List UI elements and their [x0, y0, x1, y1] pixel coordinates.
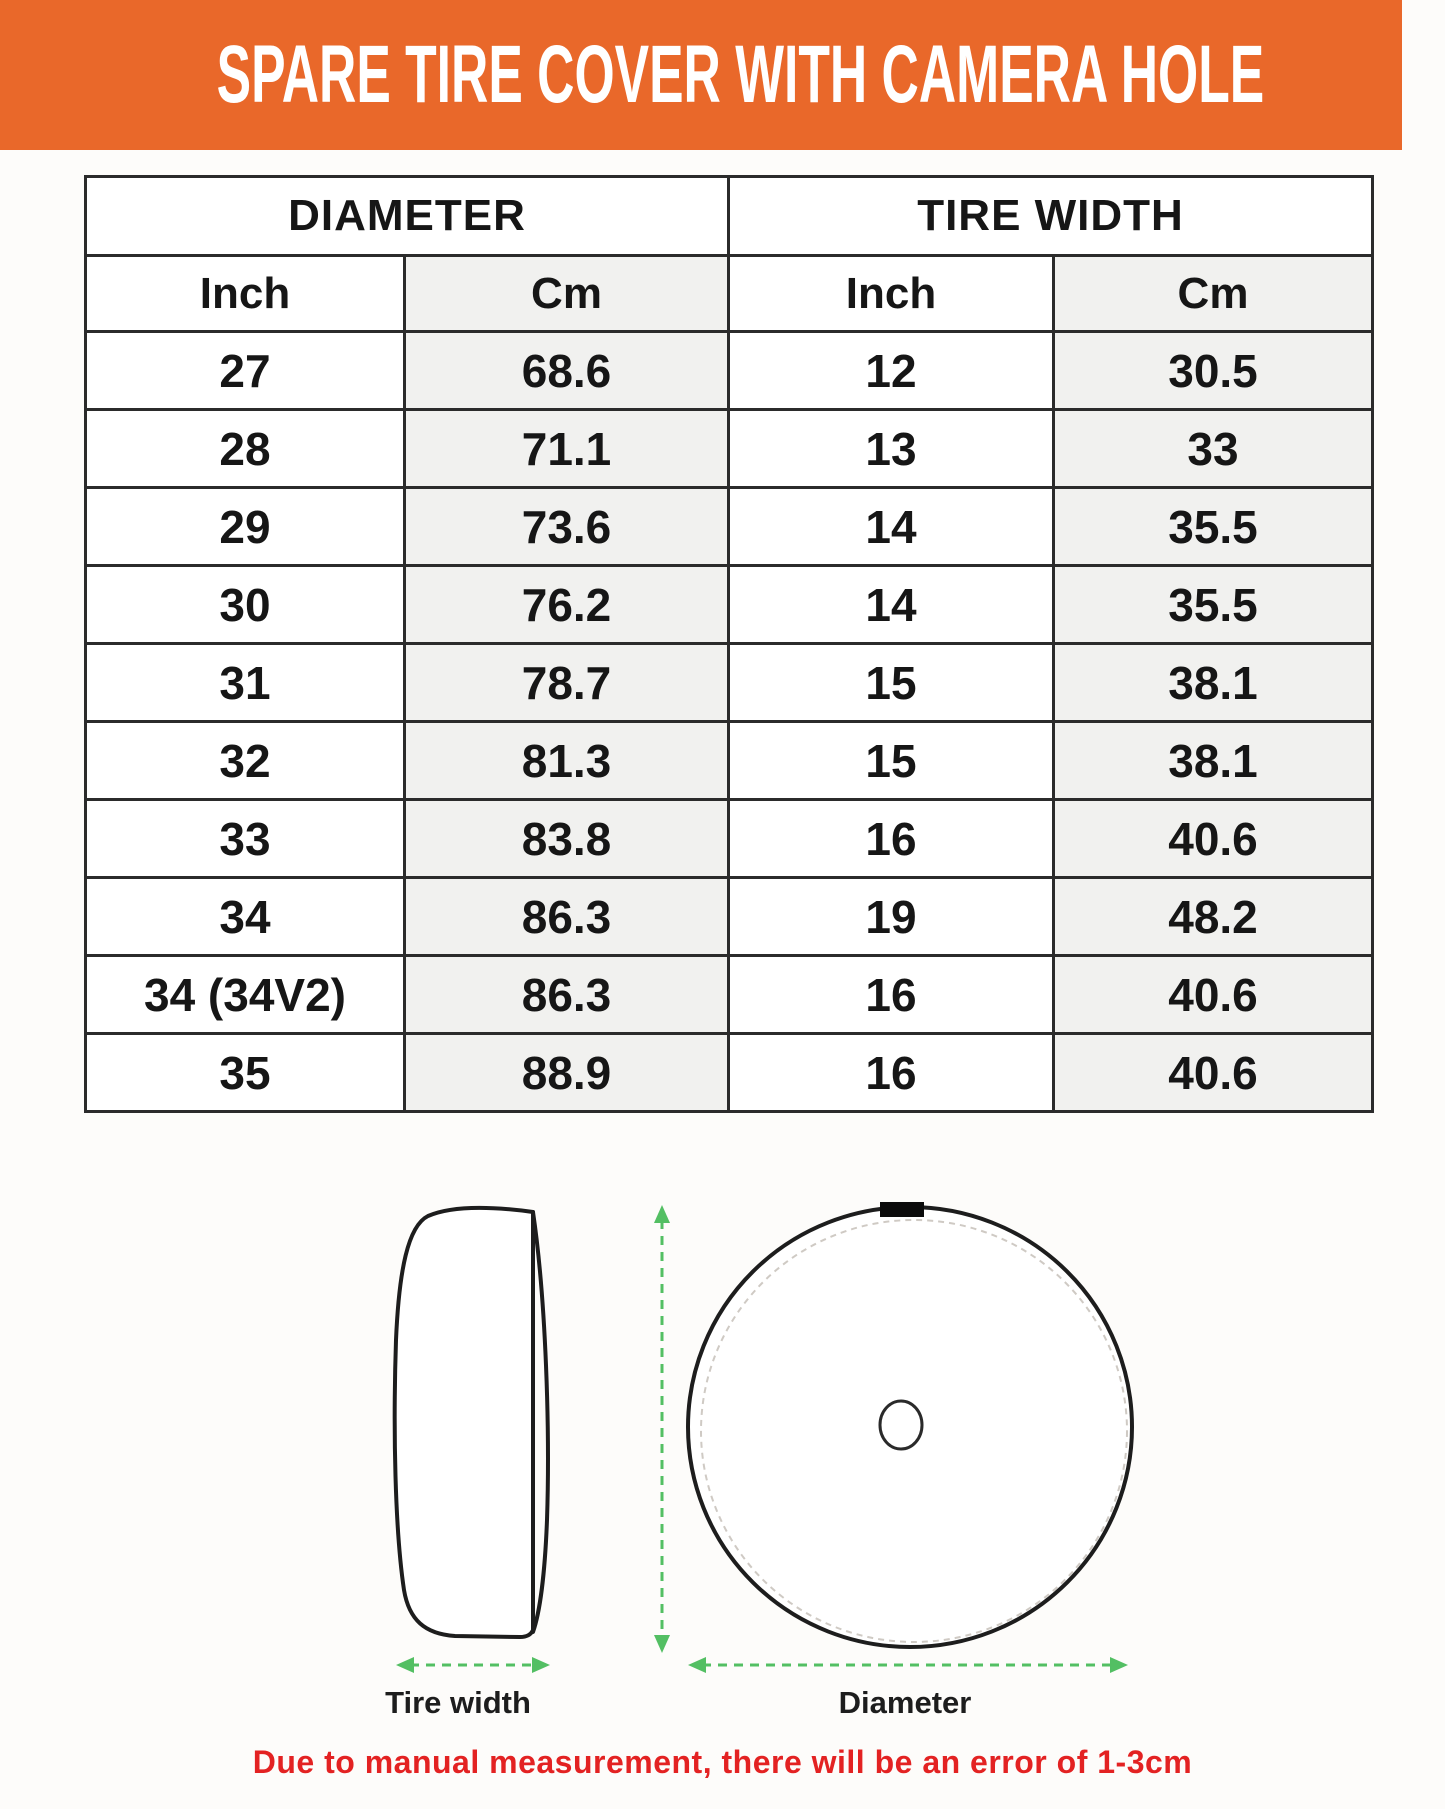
cell-tire-width-inch: 14 [729, 488, 1054, 566]
measurement-note: Due to manual measurement, there will be an error of 1-3cm [252, 1744, 1193, 1780]
cell-tire-width-inch: 13 [729, 410, 1054, 488]
cell-diameter-cm: 86.3 [405, 878, 729, 956]
group-header-row [86, 177, 1373, 256]
diameter-label: Diameter [838, 1685, 972, 1720]
cell-diameter-inch: 33 [86, 800, 405, 878]
banner [0, 0, 1402, 150]
cell-tire-width-cm: 38.1 [1054, 722, 1373, 800]
size-chart-table [84, 175, 1374, 1113]
cell-tire-width-inch: 14 [729, 566, 1054, 644]
cell-tire-width-inch: 16 [729, 800, 1054, 878]
cell-tire-width-cm: 35.5 [1054, 488, 1373, 566]
cell-tire-width-inch: 19 [729, 878, 1054, 956]
cell-diameter-inch: 35 [86, 1034, 405, 1112]
cell-diameter-cm: 73.6 [405, 488, 729, 566]
cell-diameter-inch: 29 [86, 488, 405, 566]
diameter-arrow [688, 1657, 1128, 1673]
cell-diameter-cm: 78.7 [405, 644, 729, 722]
cell-tire-width-cm: 38.1 [1054, 644, 1373, 722]
cell-diameter-cm: 76.2 [405, 566, 729, 644]
cell-diameter-inch: 32 [86, 722, 405, 800]
tire-width-label: Tire width [385, 1685, 531, 1720]
cell-tire-width-cm: 40.6 [1054, 800, 1373, 878]
tire-width-inch-header: Inch [729, 256, 1054, 332]
diameter-group-header: DIAMETER [86, 177, 729, 256]
table-row [86, 878, 1373, 956]
cell-tire-width-inch: 16 [729, 956, 1054, 1034]
cell-diameter-inch: 34 (34V2) [86, 956, 405, 1034]
tire-side-view [395, 1208, 548, 1637]
cell-diameter-cm: 83.8 [405, 800, 729, 878]
tire-diagram [0, 1146, 1445, 1809]
cell-diameter-cm: 71.1 [405, 410, 729, 488]
table-row [86, 488, 1373, 566]
cell-tire-width-cm: 35.5 [1054, 566, 1373, 644]
cell-diameter-cm: 81.3 [405, 722, 729, 800]
camera-notch [880, 1202, 924, 1217]
tire-width-arrow [396, 1657, 550, 1673]
cell-diameter-inch: 31 [86, 644, 405, 722]
page-title: SPARE TIRE COVER WITH CAMERA HOLE [216, 29, 1264, 120]
tire-width-group-header: TIRE WIDTH [729, 177, 1373, 256]
table-row [86, 956, 1373, 1034]
cell-tire-width-inch: 15 [729, 644, 1054, 722]
table-row [86, 332, 1373, 410]
cell-diameter-cm: 68.6 [405, 332, 729, 410]
table-row [86, 644, 1373, 722]
vertical-diameter-arrow [654, 1205, 670, 1653]
table-row [86, 410, 1373, 488]
diameter-inch-header: Inch [86, 256, 405, 332]
cell-diameter-inch: 28 [86, 410, 405, 488]
cell-diameter-cm: 86.3 [405, 956, 729, 1034]
cell-diameter-inch: 27 [86, 332, 405, 410]
cell-tire-width-cm: 40.6 [1054, 956, 1373, 1034]
table-row [86, 1034, 1373, 1112]
cell-diameter-cm: 88.9 [405, 1034, 729, 1112]
tire-front-view [688, 1202, 1132, 1647]
table-row [86, 800, 1373, 878]
cell-tire-width-inch: 12 [729, 332, 1054, 410]
diameter-cm-header: Cm [405, 256, 729, 332]
tire-width-cm-header: Cm [1054, 256, 1373, 332]
cell-tire-width-cm: 33 [1054, 410, 1373, 488]
cell-tire-width-inch: 15 [729, 722, 1054, 800]
table-row [86, 722, 1373, 800]
cell-tire-width-cm: 48.2 [1054, 878, 1373, 956]
camera-hole [880, 1401, 922, 1449]
unit-header-row [86, 256, 1373, 332]
cell-tire-width-inch: 16 [729, 1034, 1054, 1112]
cell-diameter-inch: 30 [86, 566, 405, 644]
cell-tire-width-cm: 40.6 [1054, 1034, 1373, 1112]
cell-tire-width-cm: 30.5 [1054, 332, 1373, 410]
cell-diameter-inch: 34 [86, 878, 405, 956]
table-row [86, 566, 1373, 644]
